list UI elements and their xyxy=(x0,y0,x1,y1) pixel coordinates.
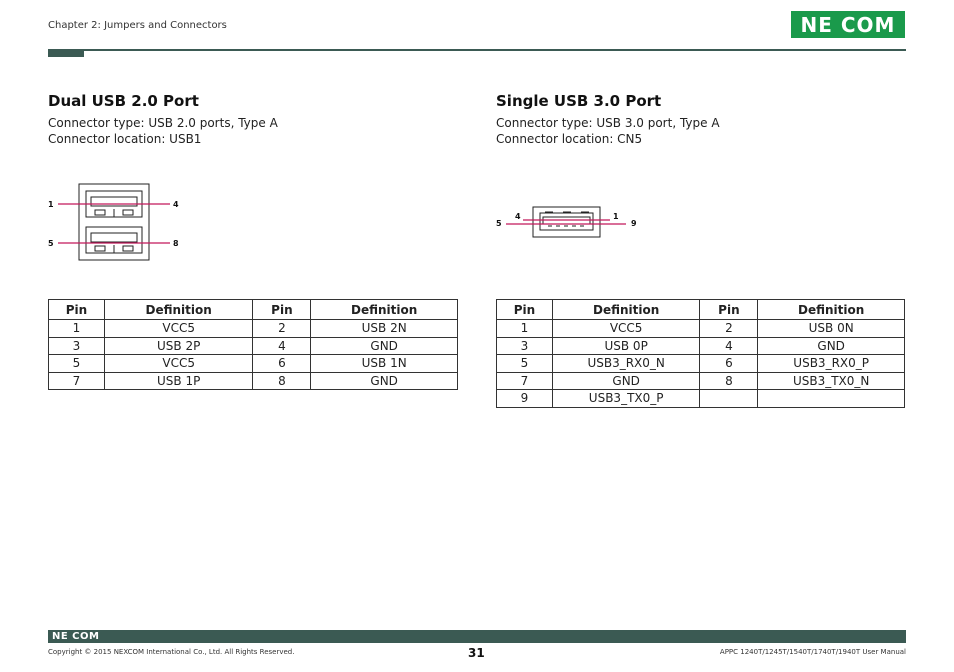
section-title-usb20: Dual USB 2.0 Port xyxy=(48,92,199,110)
pin-cell: 9 xyxy=(497,390,553,408)
definition-cell: GND xyxy=(758,337,905,355)
col-header-pin: Pin xyxy=(253,300,311,320)
definition-cell: VCC5 xyxy=(104,355,253,373)
footer-logo: NE COM xyxy=(52,631,100,642)
usb30-connector-drawing xyxy=(533,207,600,237)
definition-cell: USB 1N xyxy=(311,355,458,373)
pin-label-5: 5 xyxy=(48,239,54,248)
definition-cell: GND xyxy=(311,337,458,355)
table-row xyxy=(49,355,458,373)
chapter-title: Chapter 2: Jumpers and Connectors xyxy=(48,20,227,31)
pin-cell: 8 xyxy=(700,372,758,390)
table-row xyxy=(49,320,458,338)
pin-label-1: 1 xyxy=(48,200,54,209)
definition-cell: USB3_RX0_P xyxy=(758,355,905,373)
pin-cell: 5 xyxy=(497,355,553,373)
col-header-pin: Pin xyxy=(700,300,758,320)
usb30-pin-lines xyxy=(506,220,626,224)
footer-bar xyxy=(48,630,906,643)
pin-label-1: 1 xyxy=(613,212,619,221)
definition-cell: VCC5 xyxy=(552,320,700,338)
table-row xyxy=(497,320,905,338)
copyright-text: Copyright © 2015 NEXCOM International Co., Ltd. All Rights Reserved. xyxy=(48,648,295,656)
definition-cell xyxy=(758,390,905,408)
pin-label-8: 8 xyxy=(173,239,179,248)
pin-label-9: 9 xyxy=(631,219,637,228)
definition-cell: USB3_TX0_P xyxy=(552,390,700,408)
pin-label-4: 4 xyxy=(515,212,521,221)
definition-cell: GND xyxy=(552,372,700,390)
table-row xyxy=(497,337,905,355)
page-number: 31 xyxy=(468,646,485,660)
pin-cell: 1 xyxy=(497,320,553,338)
definition-cell: USB 2N xyxy=(311,320,458,338)
definition-cell: GND xyxy=(311,372,458,390)
table-row xyxy=(497,390,905,408)
col-header-definition: Definition xyxy=(311,300,458,320)
pin-cell: 6 xyxy=(700,355,758,373)
definition-cell: USB3_RX0_N xyxy=(552,355,700,373)
pin-cell: 5 xyxy=(49,355,105,373)
footer-square-decoration xyxy=(898,637,904,643)
pin-label-5: 5 xyxy=(496,219,502,228)
col-header-definition: Definition xyxy=(758,300,905,320)
col-header-definition: Definition xyxy=(104,300,253,320)
definition-cell: USB 2P xyxy=(104,337,253,355)
definition-cell: VCC5 xyxy=(104,320,253,338)
connector-type: Connector type: USB 3.0 port, Type A xyxy=(496,116,720,130)
pin-cell: 7 xyxy=(49,372,105,390)
pin-cell: 3 xyxy=(497,337,553,355)
table-row xyxy=(49,372,458,390)
table-row xyxy=(49,337,458,355)
pin-cell: 6 xyxy=(253,355,311,373)
col-header-pin: Pin xyxy=(497,300,553,320)
definition-cell: USB 1P xyxy=(104,372,253,390)
connector-location: Connector location: CN5 xyxy=(496,132,643,146)
connector-info-usb30 xyxy=(496,115,720,147)
pin-label-4: 4 xyxy=(173,200,179,209)
pin-cell: 2 xyxy=(700,320,758,338)
pin-cell: 8 xyxy=(253,372,311,390)
pin-cell: 7 xyxy=(497,372,553,390)
footer-square-decoration xyxy=(890,630,896,636)
table-row xyxy=(497,355,905,373)
pin-cell: 4 xyxy=(700,337,758,355)
table-row xyxy=(497,372,905,390)
connector-location: Connector location: USB1 xyxy=(48,132,202,146)
usb30-pin-table xyxy=(496,299,905,408)
col-header-pin: Pin xyxy=(49,300,105,320)
section-title-usb30: Single USB 3.0 Port xyxy=(496,92,662,110)
pin-cell: 2 xyxy=(253,320,311,338)
col-header-definition: Definition xyxy=(552,300,700,320)
manual-title: APPC 1240T/1245T/1540T/1740T/1940T User Manual xyxy=(719,648,906,656)
definition-cell: USB3_TX0_N xyxy=(758,372,905,390)
pin-cell: 4 xyxy=(253,337,311,355)
logo-text: NE COM xyxy=(800,12,896,37)
table-header-row xyxy=(497,300,905,320)
pin-cell xyxy=(700,390,758,408)
usb20-connector-drawing xyxy=(79,184,149,260)
definition-cell: USB 0N xyxy=(758,320,905,338)
definition-cell: USB 0P xyxy=(552,337,700,355)
connector-type: Connector type: USB 2.0 ports, Type A xyxy=(48,116,278,130)
pin-cell: 1 xyxy=(49,320,105,338)
pin-cell: 3 xyxy=(49,337,105,355)
table-header-row xyxy=(49,300,458,320)
usb20-pin-table xyxy=(48,299,458,390)
